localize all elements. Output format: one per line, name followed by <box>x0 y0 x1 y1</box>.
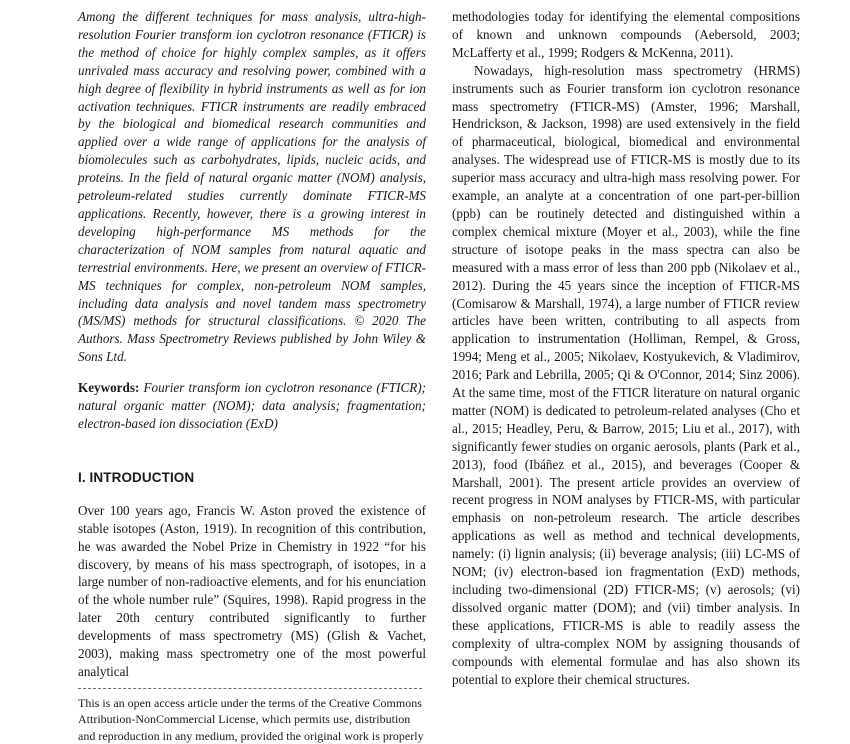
right-column <box>452 8 800 688</box>
section-heading-introduction: I. INTRODUCTION <box>78 469 195 485</box>
abstract: Among the different techniques for mass analysis, ultra-high-resolution Fourier transform ion cyclotron resonance (FTICR) is the method of choice for highly complex samples, as it offers unrivaled mass accuracy and resolving power, combined with a high degree of flexibility in hybrid instruments as well as for ion activation techniques. FTICR instruments are readily embraced by the biological and biomedical research communities and applied over a wide range of applications for the analysis of biomolecules such as carbohydrates, lipids, nucleic acids, and proteins. In the field of natural organic matter (NOM) analysis, petroleum-related studies currently dominate FTICR-MS applications. Recently, however, there is a growing interest in developing high-performance MS methods for the characterization of NOM samples from natural aquatic and terrestrial environments. Here, we present an overview of FTICR-MS techniques for complex, non-petroleum NOM samples, including data analysis and novel tandem mass spectrometry (MS/MS) methods for structural classifications. © 2020 The Authors. Mass Spectrometry Reviews published by John Wiley & Sons Ltd. <box>78 9 426 365</box>
keywords <box>78 379 426 433</box>
keywords-label: Keywords: <box>78 380 140 396</box>
footnote-divider <box>78 688 422 689</box>
left-column <box>78 8 426 744</box>
intro-paragraph: Over 100 years ago, Francis W. Aston proved the existence of stable isotopes (Aston, 1919). In recognition of this contribution, he was awarded the Nobel Prize in Chemistry in 1922 “for his discovery, by means of his mass spectrograph, of isotopes, in a large number of non-radioactive elements, and for his enunciation of the whole number rule” (Squires, 1998). Rapid progress in the later 20th century contributed significantly to further developments of mass spectrometry (MS) (Glish & Vachet, 2003), making mass spectrometry one of the most powerful analytical <box>78 502 426 679</box>
hrms-paragraph: Nowadays, high-resolution mass spectrometry (HRMS) instruments such as Fourier transform ion cyclotron resonance mass spectrometry (FTICR-MS) (Amster, 1996; Marshall, Hendrickson, & Jackson, 1998) are used extensively in the field of pharmaceutical, biological, biomedical and environmental analyses. The widespread use of FTICR-MS is mostly due to its superior mass accuracy and ultra-high mass resolving power. For example, an analyte at a concentration of one part-per-billion (ppb) can be routinely detected and distinguished within a complex chemical mixture (Moyer et al., 2003), while the fine structure of isotope peaks in the mass spectra can also be measured with a mass error of less than 200 ppb (Nikolaev et al., 2012). During the 45 years since the inception of FTICR-MS (Comisarow & Marshall, 1974), a large number of FTICR review articles have been written, contributing to all aspects from application to instrumentation (Holliman, Rempel, & Gross, 1994; Meng et al., 2005; Nikolaev, Kostyukevich, & Vladimirov, 2016; Park and Lebrilla, 2005; Qi & O'Connor, 2014; Sinz 2006). At the same time, most of the FTICR literature on natural organic matter (NOM) is dedicated to petroleum-related analyses (Cho et al., 2015; Headley, Peru, & Barrow, 2015; Liu et al., 2017), with significantly fewer studies on organic aerosols, plants (Park et al., 2013), food (Ibáñez et al., 2015), and beverages (Cooper & Marshall, 2001). The present article provides an overview of recent progress in NOM analyses by FTICR-MS, with particular emphasis on non-petroleum research. The article describes applications as well as method and technical developments, namely: (i) lignin analysis; (ii) beverage analysis; (iii) LC-MS of NOM; (iv) electron-based ion fragmentation (ExD) methods, including two-dimensional (2D) FTICR-MS; (v) aerosols; (vi) dissolved organic matter (DOM); and (vii) timber analysis. In these applications, FTICR-MS is able to readily assess the complexity of ultra-complex NOM by assigning thousands of compounds with elemental formulae and has also shown its potential to explore their chemical structures. <box>452 62 800 687</box>
intro-continuation: methodologies today for identifying the elemental compositions of known and unknown compounds (Aebersold, 2003; McLafferty et al., 1999; Rodgers & McKenna, 2011). <box>452 9 800 60</box>
keywords-text: Fourier transform ion cyclotron resonance (FTICR); natural organic matter (NOM); data analysis; fragmentation; electron-based ion dissociation (ExD) <box>78 380 426 431</box>
license-footnote: This is an open access article under the terms of the Creative Commons Attribution-NonCommercial License, which permits use, distribution and reproduction in any medium, provided the original work is properly <box>78 695 424 743</box>
